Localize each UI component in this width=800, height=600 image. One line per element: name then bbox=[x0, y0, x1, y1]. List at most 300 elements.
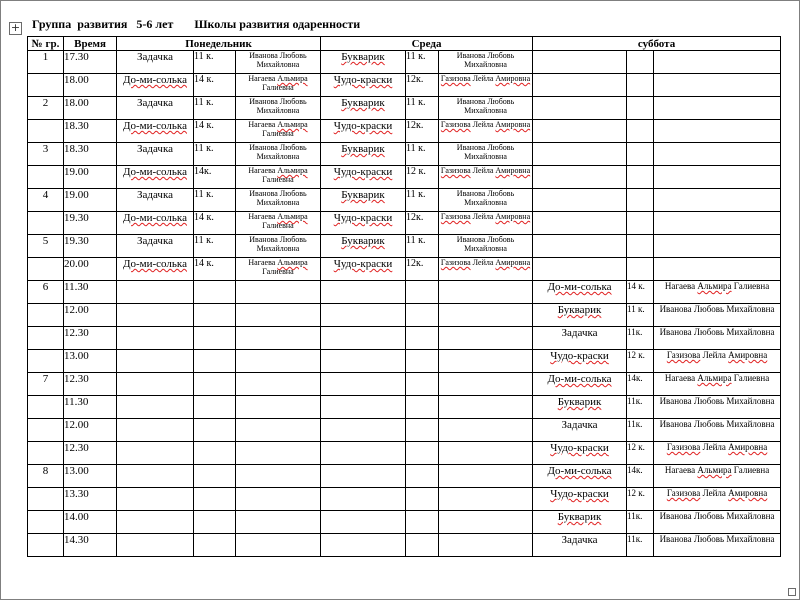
cell-group-number bbox=[28, 442, 64, 465]
spellcheck-word: Газизова bbox=[666, 350, 701, 360]
spellcheck-word: Амировна bbox=[495, 120, 531, 129]
cell-saturday-room bbox=[627, 74, 654, 97]
spellcheck-word: Амировна bbox=[495, 166, 531, 175]
cell-monday-teacher bbox=[236, 442, 321, 465]
spellcheck-word: Букварик bbox=[557, 511, 602, 523]
table-row bbox=[28, 419, 781, 442]
cell-monday-subject bbox=[117, 74, 194, 97]
cell-wednesday-room: 11 к. bbox=[406, 97, 439, 120]
cell-monday-teacher bbox=[236, 396, 321, 419]
cell-time: 13.30 bbox=[64, 488, 117, 511]
spellcheck-word: Газизова bbox=[440, 166, 471, 175]
cell-monday-room bbox=[194, 350, 236, 373]
spellcheck-word: Альмира bbox=[697, 465, 732, 475]
cell-saturday-teacher bbox=[654, 212, 781, 235]
cell-wednesday-room: 12к. bbox=[406, 212, 439, 235]
cell-wednesday-room bbox=[406, 373, 439, 396]
spellcheck-word: Амировна bbox=[495, 74, 531, 83]
cell-group-number: 4 bbox=[28, 189, 64, 212]
cell-monday-subject bbox=[117, 258, 194, 281]
table-row bbox=[28, 258, 781, 281]
cell-monday-subject: Задачка bbox=[117, 235, 194, 258]
cell-monday-teacher: Иванова Любовь Михайловна bbox=[236, 97, 321, 120]
cell-time: 19.00 bbox=[64, 189, 117, 212]
cell-saturday-teacher bbox=[654, 166, 781, 189]
cell-saturday-room: 11к. bbox=[627, 327, 654, 350]
cell-time: 13.00 bbox=[64, 465, 117, 488]
cell-time: 17.30 bbox=[64, 51, 117, 74]
cell-group-number bbox=[28, 511, 64, 534]
cell-wednesday-subject bbox=[321, 419, 406, 442]
cell-monday-room bbox=[194, 534, 236, 557]
cell-monday-teacher: Иванова Любовь Михайловна bbox=[236, 235, 321, 258]
cell-monday-subject bbox=[117, 396, 194, 419]
cell-monday-subject bbox=[117, 488, 194, 511]
cell-time: 12.00 bbox=[64, 304, 117, 327]
cell-wednesday-subject bbox=[321, 120, 406, 143]
spellcheck-word: Газизова bbox=[440, 258, 471, 267]
cell-wednesday-teacher bbox=[439, 511, 533, 534]
cell-monday-room: 14 к. bbox=[194, 74, 236, 97]
cell-wednesday-teacher bbox=[439, 304, 533, 327]
cell-wednesday-room: 11 к. bbox=[406, 189, 439, 212]
cell-wednesday-teacher: Иванова Любовь Михайловна bbox=[439, 51, 533, 74]
spellcheck-word: Букварик bbox=[341, 51, 385, 63]
table-row bbox=[28, 166, 781, 189]
cell-monday-teacher bbox=[236, 327, 321, 350]
spellcheck-word: Альмира bbox=[277, 258, 308, 267]
spellcheck-word: Букварик bbox=[341, 97, 385, 109]
cell-monday-subject bbox=[117, 166, 194, 189]
spellcheck-word: До-ми-солька bbox=[123, 120, 187, 132]
cell-wednesday-room bbox=[406, 465, 439, 488]
spellcheck-word: До-ми-солька bbox=[123, 166, 187, 178]
cell-saturday-teacher bbox=[654, 258, 781, 281]
cell-monday-teacher bbox=[236, 281, 321, 304]
cell-monday-room bbox=[194, 373, 236, 396]
cell-wednesday-subject bbox=[321, 534, 406, 557]
spellcheck-word: До-ми-солька bbox=[547, 281, 612, 293]
cell-group-number bbox=[28, 350, 64, 373]
cell-saturday-room bbox=[627, 189, 654, 212]
cell-group-number: 6 bbox=[28, 281, 64, 304]
cell-saturday-room bbox=[627, 258, 654, 281]
cell-monday-subject: Задачка bbox=[117, 143, 194, 166]
cell-monday-room: 14 к. bbox=[194, 120, 236, 143]
cell-saturday-subject bbox=[533, 258, 627, 281]
cell-wednesday-subject bbox=[321, 511, 406, 534]
cell-saturday-teacher: Иванова Любовь Михайловна bbox=[654, 419, 781, 442]
cell-wednesday-teacher: Газизова Лейла Амировна bbox=[439, 258, 533, 281]
cell-wednesday-room: 11 к. bbox=[406, 235, 439, 258]
table-row bbox=[28, 350, 781, 373]
spellcheck-word: Букварик bbox=[557, 304, 602, 316]
cell-monday-teacher: Нагаева Альмира Галиевна bbox=[236, 166, 321, 189]
cell-monday-subject bbox=[117, 212, 194, 235]
spellcheck-word: До-ми-солька bbox=[547, 373, 612, 385]
spellcheck-word: Амировна bbox=[728, 488, 768, 498]
cell-wednesday-teacher: Иванова Любовь Михайловна bbox=[439, 97, 533, 120]
cell-time: 11.30 bbox=[64, 281, 117, 304]
spellcheck-word: Чудо-краски bbox=[333, 212, 393, 224]
cell-wednesday-teacher: Газизова Лейла Амировна bbox=[439, 212, 533, 235]
cell-wednesday-subject bbox=[321, 327, 406, 350]
cell-wednesday-teacher bbox=[439, 327, 533, 350]
cell-wednesday-teacher: Газизова Лейла Амировна bbox=[439, 166, 533, 189]
cell-monday-subject bbox=[117, 373, 194, 396]
cell-wednesday-room bbox=[406, 281, 439, 304]
cell-saturday-subject bbox=[533, 465, 627, 488]
cell-saturday-teacher bbox=[654, 74, 781, 97]
table-row bbox=[28, 442, 781, 465]
spellcheck-word: Амировна bbox=[728, 442, 768, 452]
cell-saturday-teacher bbox=[654, 235, 781, 258]
table-row bbox=[28, 373, 781, 396]
cell-wednesday-room bbox=[406, 350, 439, 373]
spellcheck-word: Амировна bbox=[495, 212, 531, 221]
cell-saturday-room: 11к. bbox=[627, 419, 654, 442]
cell-wednesday-room: 12 к. bbox=[406, 166, 439, 189]
cell-saturday-teacher: Иванова Любовь Михайловна bbox=[654, 396, 781, 419]
cell-saturday-teacher bbox=[654, 143, 781, 166]
header-saturday: суббота bbox=[533, 37, 781, 51]
cell-wednesday-teacher bbox=[439, 534, 533, 557]
cell-time: 14.30 bbox=[64, 534, 117, 557]
cell-saturday-room: 11 к. bbox=[627, 304, 654, 327]
spellcheck-word: До-ми-солька bbox=[123, 74, 187, 86]
cell-saturday-subject: Задачка bbox=[533, 419, 627, 442]
cell-wednesday-teacher bbox=[439, 442, 533, 465]
cell-time: 20.00 bbox=[64, 258, 117, 281]
cell-saturday-room bbox=[627, 120, 654, 143]
spellcheck-word: Альмира bbox=[277, 212, 308, 221]
cell-wednesday-teacher: Иванова Любовь Михайловна bbox=[439, 143, 533, 166]
cell-wednesday-room bbox=[406, 442, 439, 465]
cell-wednesday-subject bbox=[321, 189, 406, 212]
cell-wednesday-teacher bbox=[439, 373, 533, 396]
cell-saturday-subject: Задачка bbox=[533, 534, 627, 557]
cell-group-number bbox=[28, 327, 64, 350]
cell-group-number bbox=[28, 396, 64, 419]
spellcheck-word: Чудо-краски bbox=[550, 350, 609, 362]
cell-monday-teacher: Нагаева Альмира Галиевна bbox=[236, 258, 321, 281]
cell-saturday-teacher: Газизова Лейла Амировна bbox=[654, 350, 781, 373]
cell-group-number bbox=[28, 419, 64, 442]
spellcheck-word: Чудо-краски bbox=[333, 74, 393, 86]
cell-monday-teacher bbox=[236, 419, 321, 442]
cell-monday-subject bbox=[117, 465, 194, 488]
cell-saturday-subject bbox=[533, 166, 627, 189]
cell-monday-room bbox=[194, 419, 236, 442]
cell-group-number bbox=[28, 304, 64, 327]
cell-wednesday-subject bbox=[321, 235, 406, 258]
header-monday: Понедельник bbox=[117, 37, 321, 51]
cell-wednesday-room: 12к. bbox=[406, 120, 439, 143]
table-row bbox=[28, 488, 781, 511]
cell-monday-teacher: Иванова Любовь Михайловна bbox=[236, 51, 321, 74]
cell-monday-teacher bbox=[236, 511, 321, 534]
schedule-body bbox=[28, 51, 781, 557]
cell-time: 12.30 bbox=[64, 373, 117, 396]
cell-saturday-teacher bbox=[654, 120, 781, 143]
spellcheck-word: До-ми-солька bbox=[123, 258, 187, 270]
group-title: Группа развития 5-6 лет bbox=[32, 17, 174, 31]
cell-saturday-subject bbox=[533, 189, 627, 212]
cell-wednesday-room bbox=[406, 419, 439, 442]
cell-saturday-subject bbox=[533, 281, 627, 304]
cell-saturday-room: 14 к. bbox=[627, 281, 654, 304]
cell-wednesday-subject bbox=[321, 442, 406, 465]
cell-monday-room bbox=[194, 304, 236, 327]
cell-monday-room: 14 к. bbox=[194, 212, 236, 235]
cell-saturday-subject bbox=[533, 350, 627, 373]
cell-wednesday-subject bbox=[321, 465, 406, 488]
cell-monday-teacher: Нагаева Альмира Галиевна bbox=[236, 212, 321, 235]
cell-group-number bbox=[28, 74, 64, 97]
cell-saturday-room: 12 к. bbox=[627, 442, 654, 465]
cell-group-number: 3 bbox=[28, 143, 64, 166]
cell-wednesday-teacher: Газизова Лейла Амировна bbox=[439, 120, 533, 143]
cell-saturday-room bbox=[627, 212, 654, 235]
cell-group-number bbox=[28, 120, 64, 143]
cell-time: 19.30 bbox=[64, 235, 117, 258]
spellcheck-word: Альмира bbox=[277, 166, 308, 175]
cell-wednesday-subject bbox=[321, 258, 406, 281]
spellcheck-word: До-ми-солька bbox=[123, 212, 187, 224]
cell-group-number bbox=[28, 166, 64, 189]
cell-saturday-subject bbox=[533, 120, 627, 143]
spellcheck-word: Альмира bbox=[277, 120, 308, 129]
table-row bbox=[28, 235, 781, 258]
cell-saturday-room: 14к. bbox=[627, 465, 654, 488]
cell-wednesday-room: 12к. bbox=[406, 74, 439, 97]
spellcheck-word: Газизова bbox=[440, 74, 471, 83]
cell-saturday-teacher: Нагаева Альмира Галиевна bbox=[654, 465, 781, 488]
cell-wednesday-room bbox=[406, 327, 439, 350]
cell-saturday-room bbox=[627, 97, 654, 120]
cell-monday-room: 11 к. bbox=[194, 189, 236, 212]
spellcheck-word: Букварик bbox=[341, 143, 385, 155]
cell-monday-subject bbox=[117, 442, 194, 465]
cell-monday-subject bbox=[117, 350, 194, 373]
table-row bbox=[28, 74, 781, 97]
cell-saturday-teacher bbox=[654, 189, 781, 212]
cell-wednesday-teacher bbox=[439, 281, 533, 304]
cell-wednesday-room bbox=[406, 534, 439, 557]
cell-wednesday-subject bbox=[321, 74, 406, 97]
cell-monday-subject bbox=[117, 419, 194, 442]
cell-wednesday-subject bbox=[321, 51, 406, 74]
cell-group-number bbox=[28, 212, 64, 235]
cell-wednesday-teacher bbox=[439, 350, 533, 373]
cell-saturday-teacher: Иванова Любовь Михайловна bbox=[654, 534, 781, 557]
spellcheck-word: Газизова bbox=[440, 120, 471, 129]
cell-wednesday-subject bbox=[321, 166, 406, 189]
table-row bbox=[28, 327, 781, 350]
cell-saturday-room bbox=[627, 235, 654, 258]
cell-monday-subject bbox=[117, 511, 194, 534]
cell-monday-room: 14к. bbox=[194, 166, 236, 189]
cell-wednesday-teacher: Газизова Лейла Амировна bbox=[439, 74, 533, 97]
cell-monday-room bbox=[194, 442, 236, 465]
cell-time: 19.30 bbox=[64, 212, 117, 235]
cell-monday-room: 11 к. bbox=[194, 143, 236, 166]
cell-saturday-subject bbox=[533, 442, 627, 465]
cell-monday-room: 14 к. bbox=[194, 258, 236, 281]
cell-group-number bbox=[28, 258, 64, 281]
cell-monday-subject: Задачка bbox=[117, 97, 194, 120]
cell-group-number: 1 bbox=[28, 51, 64, 74]
cell-monday-subject bbox=[117, 327, 194, 350]
cell-saturday-room bbox=[627, 51, 654, 74]
cell-saturday-subject bbox=[533, 51, 627, 74]
cell-saturday-room bbox=[627, 143, 654, 166]
cell-wednesday-room bbox=[406, 396, 439, 419]
cell-monday-room bbox=[194, 488, 236, 511]
cell-group-number bbox=[28, 488, 64, 511]
cell-monday-room: 11 к. bbox=[194, 51, 236, 74]
cell-saturday-teacher: Нагаева Альмира Галиевна bbox=[654, 281, 781, 304]
cell-saturday-room: 12 к. bbox=[627, 488, 654, 511]
spellcheck-word: Альмира bbox=[697, 373, 732, 383]
table-row bbox=[28, 511, 781, 534]
cell-saturday-teacher: Иванова Любовь Михайловна bbox=[654, 304, 781, 327]
cell-saturday-room: 14к. bbox=[627, 373, 654, 396]
cell-wednesday-room: 12к. bbox=[406, 258, 439, 281]
cell-monday-teacher: Нагаева Альмира Галиевна bbox=[236, 120, 321, 143]
table-row bbox=[28, 396, 781, 419]
cell-wednesday-subject bbox=[321, 373, 406, 396]
cell-monday-teacher bbox=[236, 304, 321, 327]
cell-group-number bbox=[28, 534, 64, 557]
spellcheck-word: Букварик bbox=[557, 396, 602, 408]
cell-wednesday-subject bbox=[321, 396, 406, 419]
cell-wednesday-subject bbox=[321, 212, 406, 235]
spellcheck-word: Альмира bbox=[277, 74, 308, 83]
cell-wednesday-subject bbox=[321, 143, 406, 166]
cell-wednesday-teacher: Иванова Любовь Михайловна bbox=[439, 189, 533, 212]
cell-monday-room: 11 к. bbox=[194, 235, 236, 258]
schedule-table bbox=[27, 36, 781, 557]
cell-monday-room bbox=[194, 465, 236, 488]
table-resize-icon[interactable] bbox=[788, 588, 796, 596]
spellcheck-word: Альмира bbox=[697, 281, 732, 291]
cell-wednesday-room bbox=[406, 488, 439, 511]
table-row bbox=[28, 189, 781, 212]
cell-time: 18.00 bbox=[64, 97, 117, 120]
spellcheck-word: Газизова bbox=[440, 212, 471, 221]
cell-time: 12.30 bbox=[64, 442, 117, 465]
cell-saturday-subject bbox=[533, 74, 627, 97]
document-heading bbox=[32, 17, 360, 32]
cell-saturday-teacher: Газизова Лейла Амировна bbox=[654, 488, 781, 511]
cell-monday-room bbox=[194, 511, 236, 534]
cell-saturday-teacher bbox=[654, 51, 781, 74]
table-row bbox=[28, 281, 781, 304]
cell-saturday-subject bbox=[533, 396, 627, 419]
table-move-icon[interactable]: + bbox=[10, 21, 21, 34]
cell-monday-teacher: Иванова Любовь Михайловна bbox=[236, 189, 321, 212]
cell-wednesday-teacher bbox=[439, 419, 533, 442]
cell-monday-subject bbox=[117, 304, 194, 327]
spellcheck-word: Чудо-краски bbox=[550, 442, 609, 454]
cell-monday-teacher bbox=[236, 534, 321, 557]
cell-saturday-subject bbox=[533, 488, 627, 511]
cell-saturday-teacher bbox=[654, 97, 781, 120]
cell-group-number: 5 bbox=[28, 235, 64, 258]
cell-monday-room bbox=[194, 281, 236, 304]
cell-monday-teacher: Нагаева Альмира Галиевна bbox=[236, 74, 321, 97]
cell-monday-subject bbox=[117, 534, 194, 557]
cell-monday-teacher bbox=[236, 488, 321, 511]
spellcheck-word: Букварик bbox=[341, 189, 385, 201]
cell-saturday-room: 11к. bbox=[627, 396, 654, 419]
cell-monday-teacher bbox=[236, 373, 321, 396]
cell-group-number: 7 bbox=[28, 373, 64, 396]
cell-wednesday-teacher bbox=[439, 465, 533, 488]
cell-saturday-teacher: Иванова Любовь Михайловна bbox=[654, 511, 781, 534]
cell-monday-teacher bbox=[236, 465, 321, 488]
cell-time: 14.00 bbox=[64, 511, 117, 534]
cell-monday-room bbox=[194, 396, 236, 419]
cell-time: 18.00 bbox=[64, 74, 117, 97]
cell-monday-room: 11 к. bbox=[194, 97, 236, 120]
cell-saturday-room: 11к. bbox=[627, 511, 654, 534]
cell-wednesday-teacher bbox=[439, 396, 533, 419]
cell-saturday-teacher: Нагаева Альмира Галиевна bbox=[654, 373, 781, 396]
cell-wednesday-room bbox=[406, 511, 439, 534]
cell-wednesday-subject bbox=[321, 97, 406, 120]
cell-time: 18.30 bbox=[64, 120, 117, 143]
cell-wednesday-subject bbox=[321, 304, 406, 327]
cell-monday-teacher bbox=[236, 350, 321, 373]
cell-group-number: 2 bbox=[28, 97, 64, 120]
cell-saturday-subject bbox=[533, 511, 627, 534]
cell-monday-teacher: Иванова Любовь Михайловна bbox=[236, 143, 321, 166]
cell-saturday-subject bbox=[533, 143, 627, 166]
cell-saturday-room: 11к. bbox=[627, 534, 654, 557]
cell-monday-subject bbox=[117, 120, 194, 143]
cell-monday-room bbox=[194, 327, 236, 350]
spellcheck-word: До-ми-солька bbox=[547, 465, 612, 477]
header-group-number: № гр. bbox=[28, 37, 64, 51]
cell-wednesday-subject bbox=[321, 488, 406, 511]
table-row bbox=[28, 97, 781, 120]
cell-saturday-subject bbox=[533, 212, 627, 235]
cell-monday-subject: Задачка bbox=[117, 51, 194, 74]
spellcheck-word: Газизова bbox=[666, 442, 701, 452]
table-row bbox=[28, 120, 781, 143]
cell-saturday-subject bbox=[533, 304, 627, 327]
cell-wednesday-teacher: Иванова Любовь Михайловна bbox=[439, 235, 533, 258]
header-wednesday: Среда bbox=[321, 37, 533, 51]
cell-wednesday-subject bbox=[321, 350, 406, 373]
spellcheck-word: Чудо-краски bbox=[333, 258, 393, 270]
spellcheck-word: Чудо-краски bbox=[333, 166, 393, 178]
table-row bbox=[28, 534, 781, 557]
spellcheck-word: Газизова bbox=[666, 488, 701, 498]
table-row bbox=[28, 51, 781, 74]
cell-wednesday-subject bbox=[321, 281, 406, 304]
cell-saturday-teacher: Иванова Любовь Михайловна bbox=[654, 327, 781, 350]
spellcheck-word: Чудо-краски bbox=[550, 488, 609, 500]
cell-wednesday-teacher bbox=[439, 488, 533, 511]
cell-wednesday-room: 11 к. bbox=[406, 143, 439, 166]
cell-saturday-room bbox=[627, 166, 654, 189]
cell-saturday-teacher: Газизова Лейла Амировна bbox=[654, 442, 781, 465]
cell-time: 19.00 bbox=[64, 166, 117, 189]
cell-saturday-subject: Задачка bbox=[533, 327, 627, 350]
